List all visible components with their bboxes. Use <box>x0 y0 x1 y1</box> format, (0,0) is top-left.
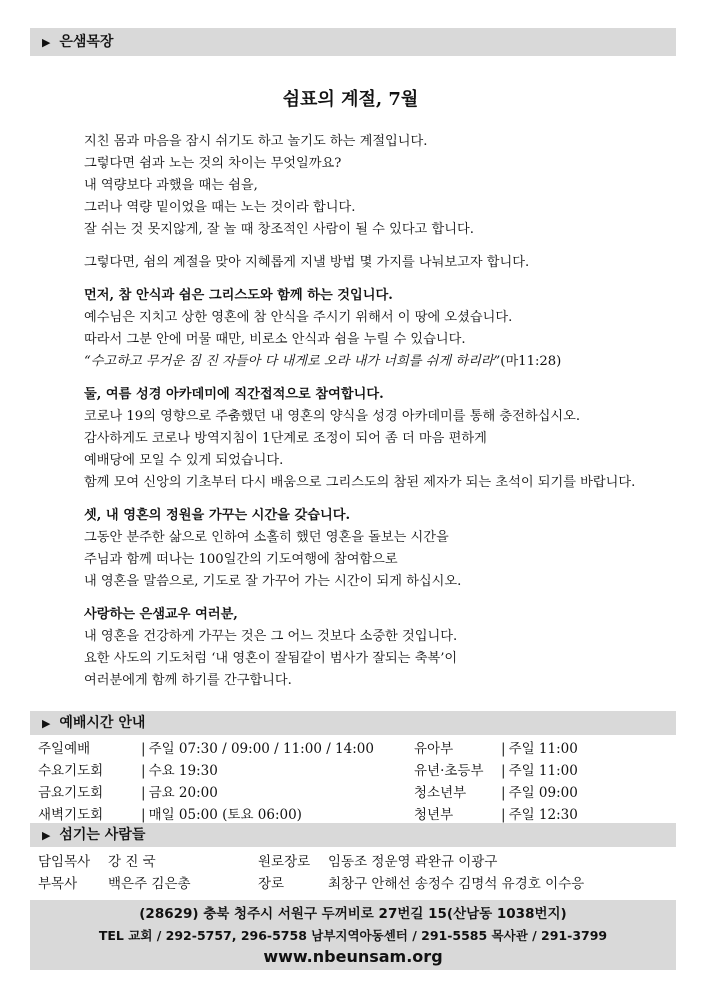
schedule-label: 청소년부 <box>414 785 467 801</box>
staff-names: 백은주 김은총 <box>108 876 191 892</box>
schedule-time: 주일 11:00 <box>508 741 578 757</box>
article-line: 내 역량보다 과했을 때는 쉼을, <box>84 178 258 193</box>
article-line: 잘 쉬는 것 못지않게, 잘 놀 때 창조적인 사람이 될 수 있다고 합니다. <box>84 222 474 237</box>
schedule-time: 주일 12:30 <box>508 807 578 823</box>
staff-row <box>38 873 191 895</box>
article-line: 그렇다면, 쉼의 계절을 맞아 지혜롭게 지낼 방법 몇 가지를 나눠보고자 합니다. <box>84 255 530 270</box>
article-line: 내 영혼을 건강하게 가꾸는 것은 그 어느 것보다 소중한 것입니다. <box>84 629 458 644</box>
article-paragraph <box>84 505 664 593</box>
article-line: 그동안 분주한 삶으로 인하여 소홀히 했던 영혼을 돌보는 시간을 <box>84 530 449 545</box>
staff-role: 담임목사 <box>38 854 91 870</box>
scripture-quote-text: “수고하고 무거운 짐 진 자들아 다 내게로 오라 내가 너희를 쉬게 하리라” <box>84 354 501 369</box>
worship-times-title: 예배시간 안내 <box>59 715 146 731</box>
article-line: 따라서 그분 안에 머물 때만, 비로소 안식과 쉼을 누릴 수 있습니다. <box>84 332 466 347</box>
schedule-time: 주일 11:00 <box>508 763 578 779</box>
schedule-row <box>414 782 674 804</box>
schedule-row <box>38 738 398 760</box>
article-line: 셋, 내 영혼의 정원을 가꾸는 시간을 갖습니다. <box>84 508 351 523</box>
schedule-separator: | <box>501 763 506 779</box>
article-line: 함께 모여 신앙의 기초부터 다시 배움으로 그리스도의 참된 제자가 되는 초석이 되기를 바랍니다. <box>84 475 636 490</box>
church-website[interactable]: www.nbeunsam.org <box>263 947 443 966</box>
article-line: 그러나 역량 밑이었을 때는 노는 것이라 합니다. <box>84 200 356 215</box>
article-line: 사랑하는 은샘교우 여러분, <box>84 607 238 622</box>
staff-role: 원로장로 <box>258 854 311 870</box>
scripture-reference: (마11:28) <box>500 354 562 369</box>
staff-role: 장로 <box>258 876 285 892</box>
schedule-label: 청년부 <box>414 807 454 823</box>
schedule-time: 금요 20:00 <box>148 785 218 801</box>
elders-list <box>258 851 584 895</box>
schedule-label: 수요기도회 <box>38 763 104 779</box>
schedule-separator: | <box>501 741 506 757</box>
schedule-separator: | <box>501 807 506 823</box>
article-line: 예배당에 모일 수 있게 되었습니다. <box>84 453 284 468</box>
church-contact-footer <box>30 900 676 970</box>
article-line: 요한 사도의 기도처럼 ‘내 영혼이 잘됨같이 범사가 잘되는 축복’이 <box>84 651 458 666</box>
article-line: 지친 몸과 마음을 잠시 쉬기도 하고 놀기도 하는 계절입니다. <box>84 134 428 149</box>
schedule-separator: | <box>141 807 146 823</box>
staff-names: 최창구 안해선 송정수 김명석 유경호 이수응 <box>328 876 585 892</box>
schedule-label: 새벽기도회 <box>38 807 104 823</box>
staff-row <box>258 851 584 873</box>
schedule-separator: | <box>141 741 146 757</box>
schedule-time: 수요 19:30 <box>148 763 218 779</box>
staff-role: 부목사 <box>38 876 78 892</box>
article-paragraph <box>84 285 664 373</box>
article-line: 주님과 함께 떠나는 100일간의 기도여행에 참여함으로 <box>84 552 398 567</box>
article-title: 쉼표의 계절, 7월 <box>282 89 419 110</box>
schedule-time: 매일 05:00 (토요 06:00) <box>148 807 302 823</box>
scripture-quote <box>84 351 664 373</box>
schedule-row <box>38 760 398 782</box>
schedule-time: 주일 09:00 <box>508 785 578 801</box>
servers-header <box>30 823 676 847</box>
church-phones: TEL 교회 / 292-5757, 296-5758 남부지역아동센터 / 291-5585 목사관 / 291-3799 <box>98 928 608 943</box>
article-body <box>84 131 664 703</box>
article-line: 코로나 19의 영향으로 주춤했던 내 영혼의 양식을 성경 아카데미를 통해 충전하십시오. <box>84 409 581 424</box>
servers-title: 섬기는 사람들 <box>59 827 146 843</box>
staff-row <box>258 873 584 895</box>
staff-names: 임동조 정운영 곽완규 이광구 <box>328 854 498 870</box>
schedule-separator: | <box>501 785 506 801</box>
article-paragraph <box>84 384 664 494</box>
section-header-bar <box>30 28 676 56</box>
worship-schedule-adult <box>38 738 398 826</box>
staff-row <box>38 851 191 873</box>
schedule-label: 주일예배 <box>38 741 91 757</box>
schedule-label: 금요기도회 <box>38 785 104 801</box>
worship-schedule-education <box>414 738 674 826</box>
schedule-row <box>38 782 398 804</box>
triangle-right-icon: ▶ <box>42 36 51 49</box>
triangle-right-icon: ▶ <box>42 717 51 730</box>
article-paragraph <box>84 131 664 241</box>
article-line: 내 영혼을 말씀으로, 기도로 잘 가꾸어 가는 시간이 되게 하십시오. <box>84 574 462 589</box>
article-line: 여러분에게 함께 하기를 간구합니다. <box>84 673 292 688</box>
article-line: 예수님은 지치고 상한 영혼에 참 안식을 주시기 위해서 이 땅에 오셨습니다. <box>84 310 513 325</box>
article-paragraph <box>84 604 664 692</box>
schedule-label: 유년·초등부 <box>414 763 484 779</box>
staff-names: 강 진 국 <box>108 854 156 870</box>
article-line: 먼저, 참 안식과 쉼은 그리스도와 함께 하는 것입니다. <box>84 288 393 303</box>
schedule-time: 주일 07:30 / 09:00 / 11:00 / 14:00 <box>148 741 374 757</box>
worship-times-header <box>30 711 676 735</box>
triangle-right-icon: ▶ <box>42 829 51 842</box>
schedule-separator: | <box>141 763 146 779</box>
pastors-list <box>38 851 191 895</box>
schedule-separator: | <box>141 785 146 801</box>
article-paragraph <box>84 252 664 274</box>
church-address: (28629) 충북 청주시 서원구 두꺼비로 27번길 15(산남동 1038번지) <box>139 906 567 922</box>
schedule-row <box>414 760 674 782</box>
schedule-label: 유아부 <box>414 741 454 757</box>
article-line: 감사하게도 코로나 방역지침이 1단계로 조정이 되어 좀 더 마음 편하게 <box>84 431 487 446</box>
article-line: 둘, 여름 성경 아카데미에 직간접적으로 참여합니다. <box>84 387 384 402</box>
section-title: 은샘목장 <box>59 34 114 50</box>
schedule-row <box>414 738 674 760</box>
article-line: 그렇다면 쉼과 노는 것의 차이는 무엇일까요? <box>84 156 342 171</box>
